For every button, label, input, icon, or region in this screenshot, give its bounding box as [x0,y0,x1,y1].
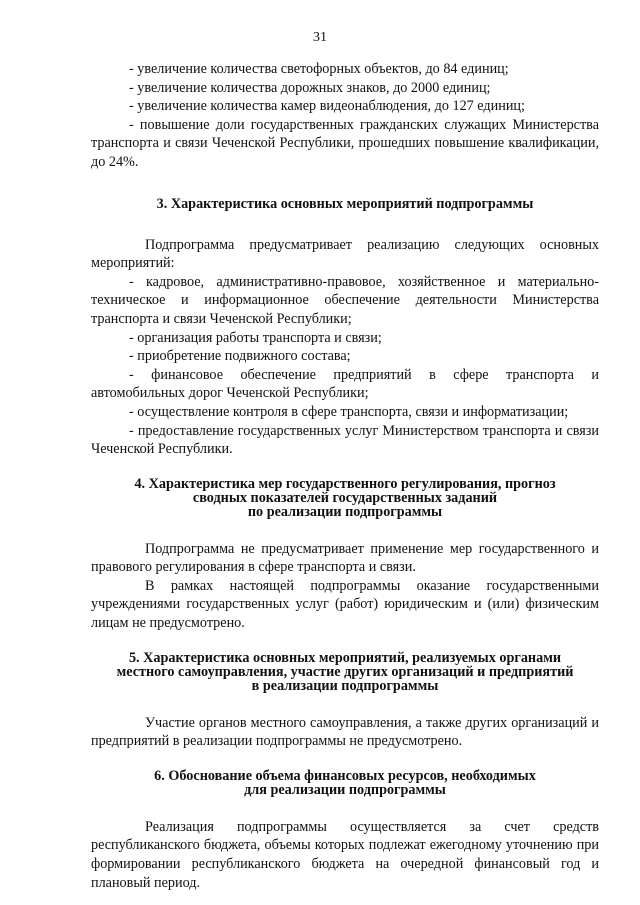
list-item: - увеличение количества камер видеонаблюдения, до 127 единиц; [129,98,525,115]
section-5-heading [91,651,599,693]
list-item: - кадровое, административно-правовое, хозяйственное и материально-техническое и информационное обеспечение деятельности Министерства транспорта и связи Чеченской Республики; [91,273,599,327]
section-5-paragraph: Участие органов местного самоуправления, а также других организаций и предприятий в реализации подпрограммы не предусмотрено. [91,714,599,750]
heading-line: 6. Обоснование объема финансовых ресурсов, необходимых [154,767,536,784]
section-4-paragraph: Подпрограмма не предусматривает применение мер государственного и правового регулирования в сфере транспорта и связи. [91,540,599,576]
list-item: - повышение доли государственных гражданских служащих Министерства транспорта и связи Чеченской Республики, прошедших повышение квалификации, до 24%. [91,116,599,170]
section-4-heading [91,477,599,519]
spacer [91,519,599,540]
section-3-intro: Подпрограмма предусматривает реализацию следующих основных мероприятий: [91,236,599,272]
list-item: - финансовое обеспечение предприятий в сфере транспорта и автомобильных дорог Чеченской Республики; [91,366,599,402]
heading-line: в реализации подпрограммы [251,677,439,694]
heading-line: 4. Характеристика мер государственного регулирования, прогноз [134,475,556,492]
section-3-heading: 3. Характеристика основных мероприятий подпрограммы [156,195,534,212]
list-item: - предоставление государственных услуг Министерством транспорта и связи Чеченской Республики. [91,422,599,458]
spacer [91,797,599,818]
list-item: - организация работы транспорта и связи; [129,329,382,346]
spacer [91,459,599,477]
spacer [91,751,599,769]
spacer [91,693,599,714]
list-item: - осуществление контроля в сфере транспорта, связи и информатизации; [129,403,569,420]
list-item: - увеличение количества дорожных знаков, до 2000 единиц; [129,79,491,96]
page-number: 31 [313,30,327,45]
spacer [91,211,599,236]
spacer [91,172,599,197]
list-item: - увеличение количества светофорных объектов, до 84 единиц; [129,61,509,77]
heading-line: местного самоуправления, участие других организаций и предприятий [116,663,574,680]
heading-line: 5. Характеристика основных мероприятий, реализуемых органами [128,649,562,666]
heading-line: для реализации подпрограммы [244,781,446,798]
section-6-paragraph: Реализация подпрограммы осуществляется за счет средств республиканского бюджета, объемы которых подлежат ежегодному уточнению при формировании республиканского бюджета на очередной финансовый год и плановый период. [91,818,599,891]
page-content [91,60,599,892]
spacer [91,633,599,651]
list-item: - приобретение подвижного состава; [129,348,351,365]
heading-line: по реализации подпрограммы [247,503,443,520]
section-6-heading [91,769,599,797]
section-4-paragraph: В рамках настоящей подпрограммы оказание государственными учреждениями государственных услуг (работ) юридическим и (или) физическим лицам не предусмотрено. [91,577,599,632]
heading-line: сводных показателей государственных заданий [192,489,498,506]
